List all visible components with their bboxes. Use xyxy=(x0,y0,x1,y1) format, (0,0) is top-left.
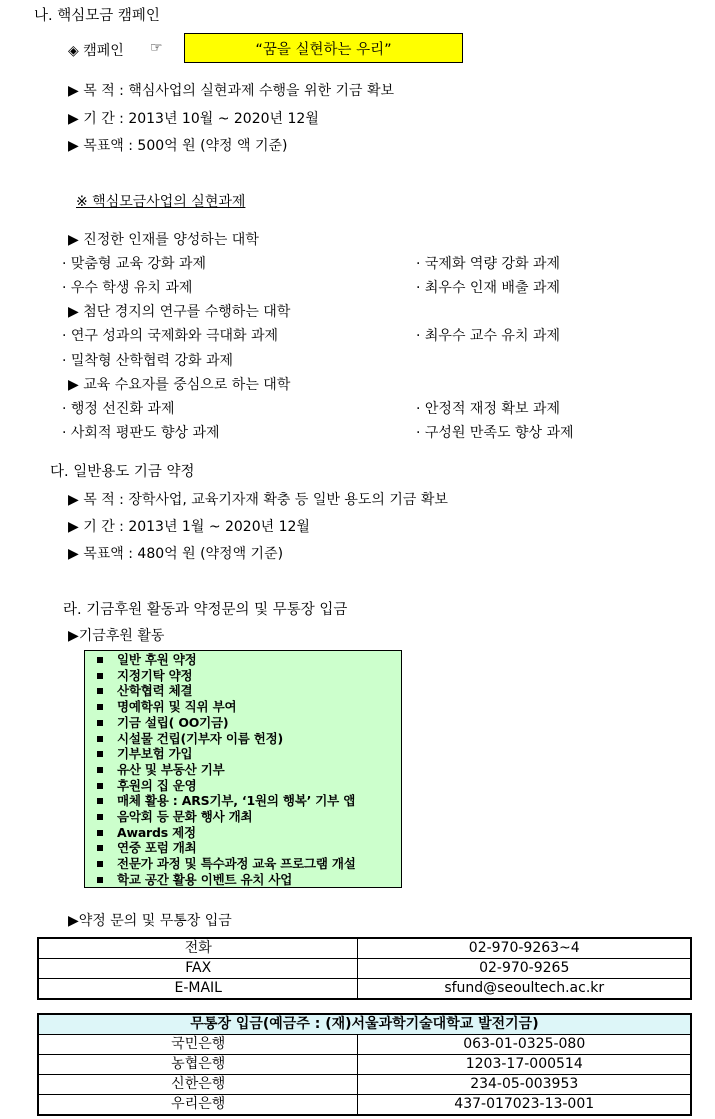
group-heading: ▶ 첨단 경지의 연구를 수행하는 대학 xyxy=(68,304,291,320)
bank-account: 234-05-003953 xyxy=(358,1075,691,1095)
table-row xyxy=(38,938,691,959)
pointer-icon: ☞ xyxy=(150,40,163,56)
inquiry-heading: ▶약정 문의 및 무통장 입금 xyxy=(68,913,232,929)
table-row xyxy=(38,959,691,979)
na-item-purpose: ▶ 목 적 : 핵심사업의 실현과제 수행을 위한 기금 확보 xyxy=(68,83,395,99)
contact-label: 전화 xyxy=(38,938,358,959)
task-item: · 구성원 만족도 향상 과제 xyxy=(416,425,574,441)
table-row xyxy=(38,1055,691,1075)
task-item: · 사회적 평판도 향상 과제 xyxy=(62,425,220,441)
task-item: · 우수 학생 유치 과제 xyxy=(62,280,193,296)
table-row xyxy=(38,979,691,1000)
task-item: · 국제화 역량 강화 과제 xyxy=(416,256,560,272)
activity-item: 시설물 건립(기부자 이름 헌정) xyxy=(93,731,401,747)
bank-table xyxy=(37,1013,692,1116)
task-item: · 최우수 교수 유치 과제 xyxy=(416,328,560,344)
activity-item: 음악회 등 문화 행사 개최 xyxy=(93,809,401,825)
table-row xyxy=(38,1035,691,1055)
activity-item: 명예학위 및 직위 부여 xyxy=(93,699,401,715)
activity-item: 연중 포럼 개최 xyxy=(93,840,401,856)
tasks-note: ※ 핵심모금사업의 실현과제 xyxy=(76,194,246,210)
campaign-name-box xyxy=(184,33,463,63)
da-item-period: ▶ 기 간 : 2013년 1월 ~ 2020년 12월 xyxy=(68,519,310,535)
contact-value: 02-970-9263~4 xyxy=(358,938,691,959)
contact-value: 02-970-9265 xyxy=(358,959,691,979)
section-ra-title: 라. 기금후원 활동과 약정문의 및 무통장 입금 xyxy=(63,602,348,618)
activities-heading: ▶기금후원 활동 xyxy=(68,628,165,644)
task-item: · 연구 성과의 국제화와 극대화 과제 xyxy=(62,328,279,344)
contact-label: E-MAIL xyxy=(38,979,358,1000)
group-heading: ▶ 진정한 인재를 양성하는 대학 xyxy=(68,232,259,248)
campaign-label: ◈ 캠페인 xyxy=(68,43,124,59)
table-row xyxy=(38,1075,691,1095)
task-item: · 맞춤형 교육 강화 과제 xyxy=(62,256,206,272)
da-item-target: ▶ 목표액 : 480억 원 (약정액 기준) xyxy=(68,546,284,562)
campaign-name: “꿈을 실현하는 우리” xyxy=(255,41,392,58)
activity-item: 전문가 과정 및 특수과정 교육 프로그램 개설 xyxy=(93,856,401,872)
activity-item: 일반 후원 약정 xyxy=(93,652,401,668)
contact-table xyxy=(37,937,692,1000)
na-item-period: ▶ 기 간 : 2013년 10월 ~ 2020년 12월 xyxy=(68,111,319,127)
bank-header: 무통장 입금(예금주 : (재)서울과학기술대학교 발전기금) xyxy=(38,1014,691,1035)
bank-name: 신한은행 xyxy=(38,1075,358,1095)
activity-item: 학교 공간 활용 이벤트 유치 사업 xyxy=(93,872,401,888)
bank-name: 국민은행 xyxy=(38,1035,358,1055)
activity-item: 기금 설립( OO기금) xyxy=(93,715,401,731)
activity-item: Awards 제정 xyxy=(93,825,401,841)
na-item-target: ▶ 목표액 : 500억 원 (약정 액 기준) xyxy=(68,138,288,154)
task-item: · 행정 선진화 과제 xyxy=(62,401,175,417)
section-na-title: 나. 핵심모금 캠페인 xyxy=(34,8,160,24)
table-row xyxy=(38,1014,691,1035)
group-heading: ▶ 교육 수요자를 중심으로 하는 대학 xyxy=(68,377,291,393)
task-item: · 최우수 인재 배출 과제 xyxy=(416,280,560,296)
bank-account: 1203-17-000514 xyxy=(358,1055,691,1075)
table-row xyxy=(38,1095,691,1116)
contact-label: FAX xyxy=(38,959,358,979)
bank-account: 063-01-0325-080 xyxy=(358,1035,691,1055)
activity-item: 유산 및 부동산 기부 xyxy=(93,762,401,778)
activity-item: 기부보험 가입 xyxy=(93,746,401,762)
section-da-title: 다. 일반용도 기금 약정 xyxy=(50,464,195,480)
activity-item: 매체 활용 : ARS기부, ‘1원의 행복’ 기부 앱 xyxy=(93,793,401,809)
bank-account: 437-017023-13-001 xyxy=(358,1095,691,1116)
bank-name: 우리은행 xyxy=(38,1095,358,1116)
contact-value: sfund@seoultech.ac.kr xyxy=(358,979,691,1000)
activity-item: 후원의 집 운영 xyxy=(93,778,401,794)
task-item: · 밀착형 산학협력 강화 과제 xyxy=(62,353,234,369)
task-item: · 안정적 재정 확보 과제 xyxy=(416,401,560,417)
activity-item: 지정기탁 약정 xyxy=(93,668,401,684)
da-item-purpose: ▶ 목 적 : 장학사업, 교육기자재 확충 등 일반 용도의 기금 확보 xyxy=(68,492,448,508)
activity-item: 산학협력 체결 xyxy=(93,683,401,699)
bank-name: 농협은행 xyxy=(38,1055,358,1075)
activities-box xyxy=(84,650,402,888)
